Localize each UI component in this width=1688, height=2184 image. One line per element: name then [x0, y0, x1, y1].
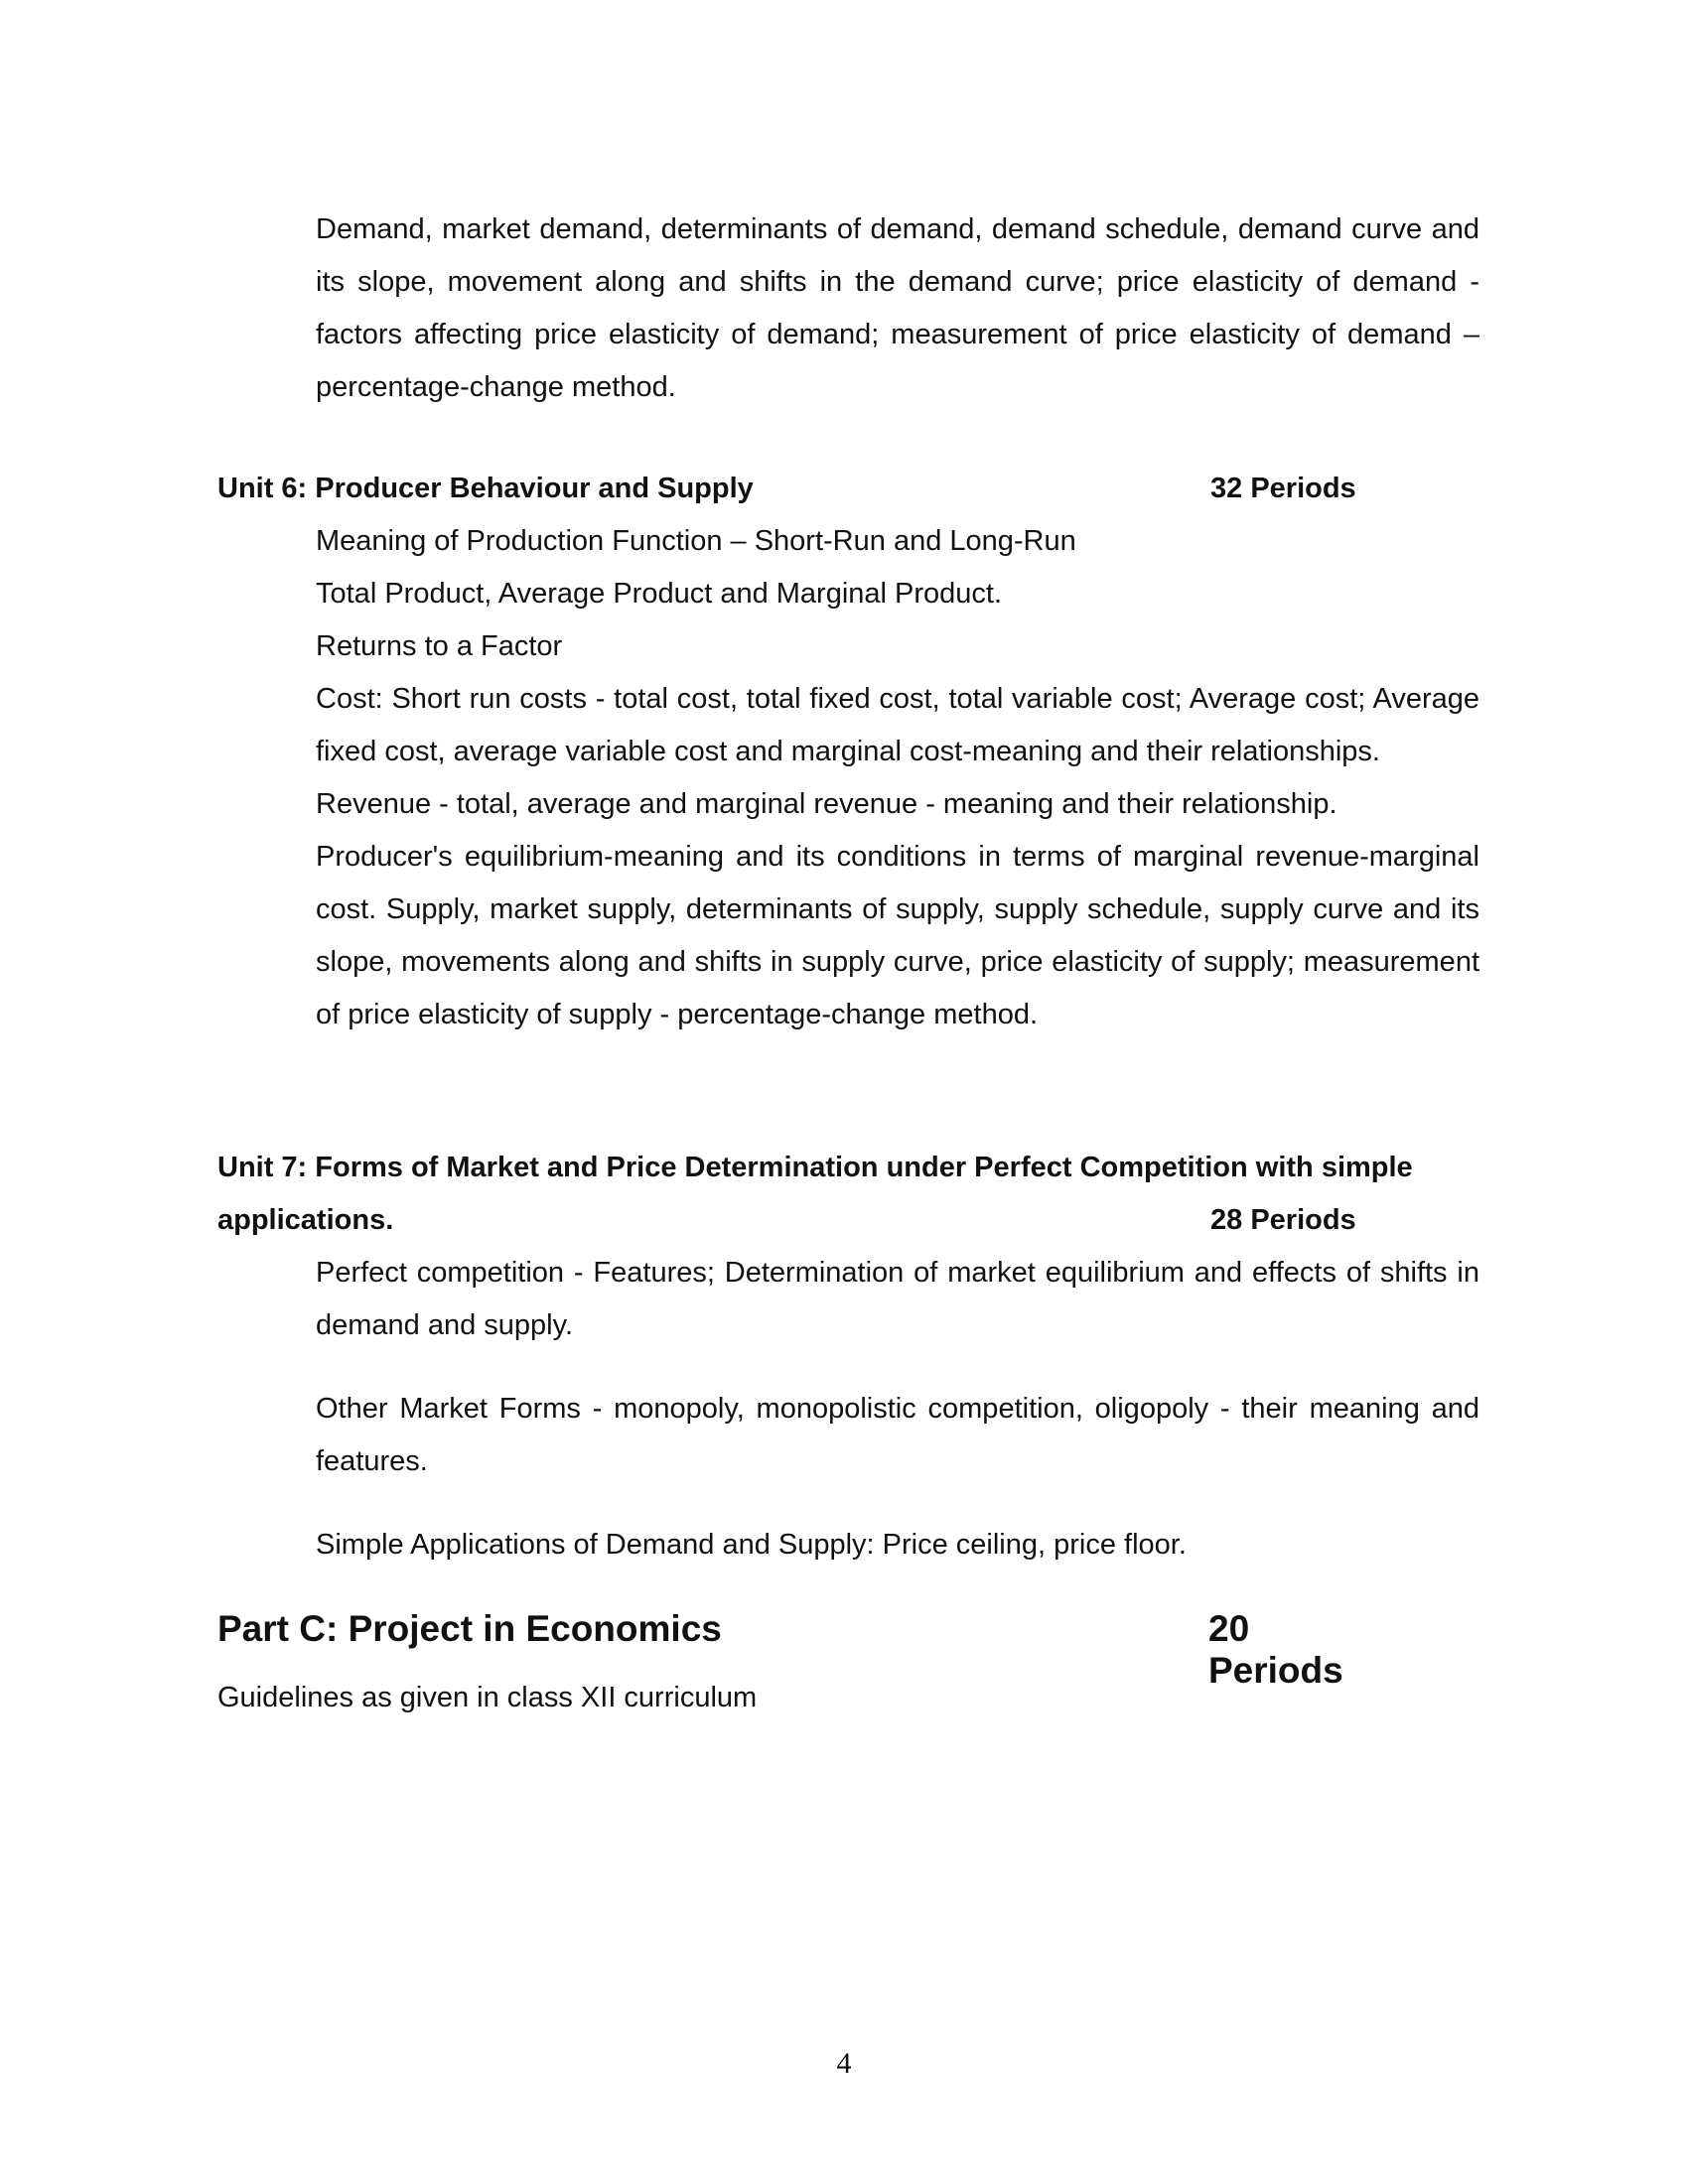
unit-6-line: Total Product, Average Product and Marginal Product.	[316, 578, 1003, 610]
unit-7-periods: 28 Periods	[1210, 1204, 1356, 1236]
unit-6-line: Returns to a Factor	[316, 630, 563, 662]
unit-6-periods: 32 Periods	[1210, 473, 1356, 504]
unit-6-line: Revenue - total, average and marginal revenue - meaning and their relationship.	[316, 788, 1337, 820]
unit-6-heading	[217, 463, 1459, 515]
unit-6-line: Cost: Short run costs - total cost, total fixed cost, total variable cost; Average cost; Average fixed cost, average variable cost and marginal cost-meaning and their relationships.	[316, 683, 1479, 767]
unit-6-line: Producer's equilibrium-meaning and its conditions in terms of marginal revenue-marginal cost. Supply, market supply, determinants of supply, supply schedule, supply curve and its slope, movements along and shifts in supply curve, price elasticity of supply; measurement of price elasticity of supply - percentage-change method.	[316, 841, 1479, 1030]
unit-7-heading	[217, 1142, 1480, 1247]
unit-7-title-continued: applications.	[217, 1204, 394, 1236]
demand-paragraph: Demand, market demand, determinants of demand, demand schedule, demand curve and its slope, movement along and shifts in the demand curve; price elasticity of demand - factors affecting price elasticity of demand; measurement of price elasticity of demand – percentage-change method.	[316, 213, 1479, 403]
unit-6-content	[316, 515, 1479, 1041]
part-c-periods: 20 Periods	[1208, 1608, 1343, 1691]
unit-7-title: Unit 7: Forms of Market and Price Determination under Perfect Competition with simple	[217, 1152, 1413, 1183]
part-c-guidelines: Guidelines as given in class XII curriculum	[217, 1682, 758, 1713]
unit-7-paragraph: Other Market Forms - monopoly, monopolistic competition, oligopoly - their meaning and features.	[316, 1393, 1479, 1477]
unit-6-title: Unit 6: Producer Behaviour and Supply	[217, 473, 754, 504]
unit-7-content	[316, 1247, 1479, 1571]
page-number: 4	[836, 2047, 852, 2080]
part-c-title: Part C: Project in Economics	[217, 1608, 722, 1649]
unit-7-paragraph: Perfect competition - Features; Determination of market equilibrium and effects of shifts in demand and supply.	[316, 1257, 1479, 1341]
unit-6-line: Meaning of Production Function – Short-Run and Long-Run	[316, 525, 1076, 557]
unit-7-paragraph: Simple Applications of Demand and Supply: Price ceiling, price floor.	[316, 1529, 1187, 1561]
